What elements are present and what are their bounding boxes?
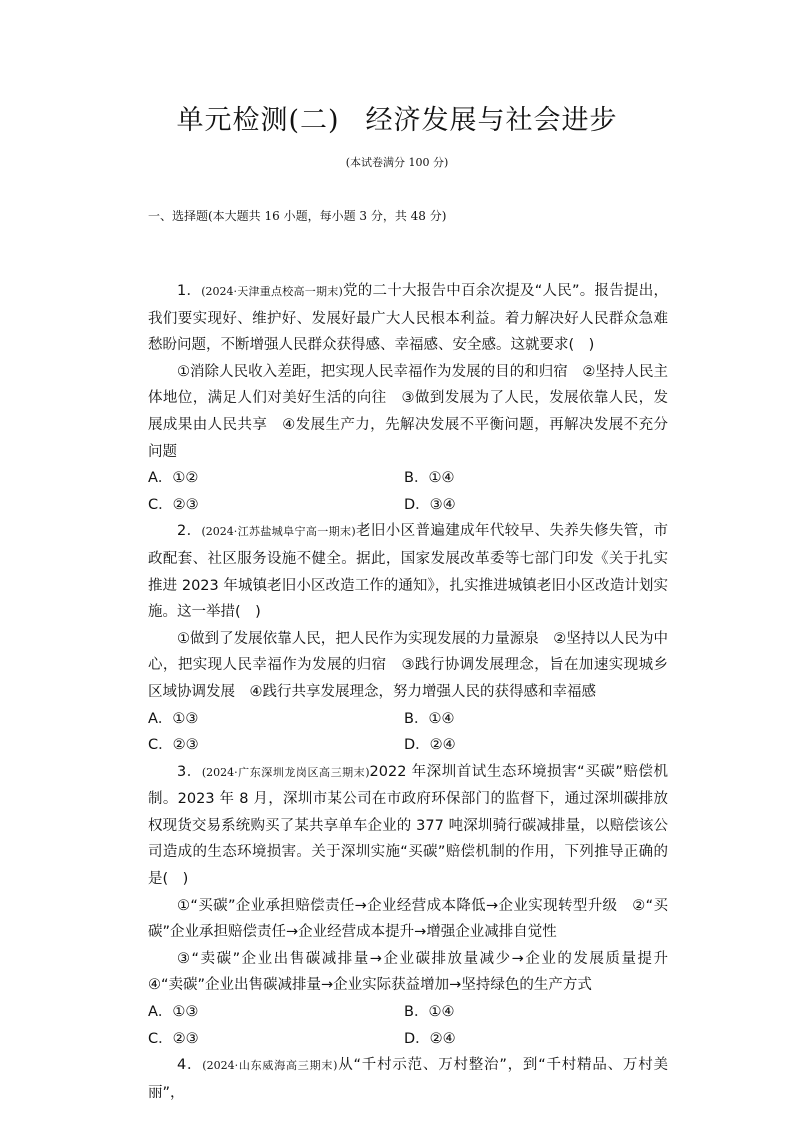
question-1 [148,278,668,518]
choice-a[interactable]: A．①③ [148,1004,199,1021]
question-text: 从“千村示范、万村整治”，到“千村精品、万村美丽”， [148,1057,668,1101]
question-4 [148,1052,668,1106]
question-text: 2022 年深圳首试生态环境损害“买碳”赔偿机制。2023 年 8 月，深圳市某公司在市政府环保部门的监督下，通过深圳碳排放权现货交易系统购买了某共享单车企业的 377 吨深圳骑行碳减排量，以赔偿该公司造成的生态环境损害。关于深圳实施“买碳”赔偿机制的作用，下列推导正确的是( ) [148,763,668,888]
question-source: (2024·天津重点校高一期末) [201,285,343,298]
question-source: (2024·广东深圳龙岗区高三期末) [201,765,370,779]
page-title [0,98,794,137]
answer-choices [148,706,668,759]
question-statements: ①消除人民收入差距，把实现人民幸福作为发展的目的和归宿 ②坚持人民主体地位，满足人们对美好生活的向往 ③做到发展为了人民，发展依靠人民，发展成果由人民共享 ④发展生产力，先解决发展不平衡问题，再解决发展不充分问题 [148,363,668,460]
question-number: 1． [177,283,202,299]
question-3 [148,759,683,1053]
choice-d[interactable]: D．②④ [404,737,456,754]
question-number: 3． [177,763,202,780]
question-number: 4． [177,1057,203,1074]
choice-c[interactable]: C．②③ [148,496,199,513]
question-statements: ①做到了发展依靠人民，把人民作为实现发展的力量源泉 ②坚持以人民为中心，把实现人民幸福作为发展的归宿 ③践行协调发展理念，旨在加速实现城乡区域协调发展 ④践行共享发展理念，努力增强人民的获得感和幸福感 [148,630,668,700]
question-stem [148,759,668,893]
choice-d[interactable]: D．③④ [404,496,456,513]
section-heading: 一、选择题(本大题共 16 小题，每小题 3 分，共 48 分) [148,209,447,223]
choice-a[interactable]: A．①② [148,470,199,487]
question-stem [148,1052,668,1106]
score-note: (本试卷满分 100 分) [345,156,449,169]
question-statements: ③“卖碳”企业出售碳减排量→企业碳排放量减少→企业的发展质量提升 ④“卖碳”企业出售碳减排量→企业实际获益增加→坚持绿色的生产方式 [148,950,683,994]
choice-c[interactable]: C．②③ [148,737,199,754]
choice-b[interactable]: B．①④ [404,710,455,727]
question-stem [148,278,668,359]
unit-title: 单元检测(二) [176,105,340,136]
question-source: (2024·江苏盐城阜宁高一期末) [201,525,356,539]
choice-a[interactable]: A．①③ [148,710,199,727]
question-2 [148,518,668,758]
answer-choices [148,999,668,1052]
question-text: 党的二十大报告中百余次提及“人民”。报告提出，我们要实现好、维护好、发展好最广大人民根本利益。着力解决好人民群众急难愁盼问题，不断增强人民群众获得感、幸福感、安全感。这就要求( ) [148,283,668,354]
question-statements: ①“买碳”企业承担赔偿责任→企业经营成本降低→企业实现转型升级 ②“买碳”企业承担赔偿责任→企业经营成本提升→增强企业减排自觉性 [148,897,668,941]
question-source: (2024·山东威海高三期末) [202,1059,338,1073]
question-number: 2． [177,523,202,540]
choice-d[interactable]: D．②④ [404,1030,456,1047]
question-text: 老旧小区普遍建成年代较早、失养失修失管，市政配套、社区服务设施不健全。据此，国家发展改革委等七部门印发《关于扎实推进 2023 年城镇老旧小区改造工作的通知》，扎实推进城镇老旧小区改造计划实施。这一举措( ) [148,523,669,621]
choice-b[interactable]: B．①④ [404,1004,455,1021]
question-stem [148,518,668,625]
choice-c[interactable]: C．②③ [148,1030,199,1047]
question-list [148,278,683,1106]
choice-b[interactable]: B．①④ [404,470,455,487]
answer-choices [148,465,668,518]
unit-theme: 经济发展与社会进步 [365,105,618,136]
